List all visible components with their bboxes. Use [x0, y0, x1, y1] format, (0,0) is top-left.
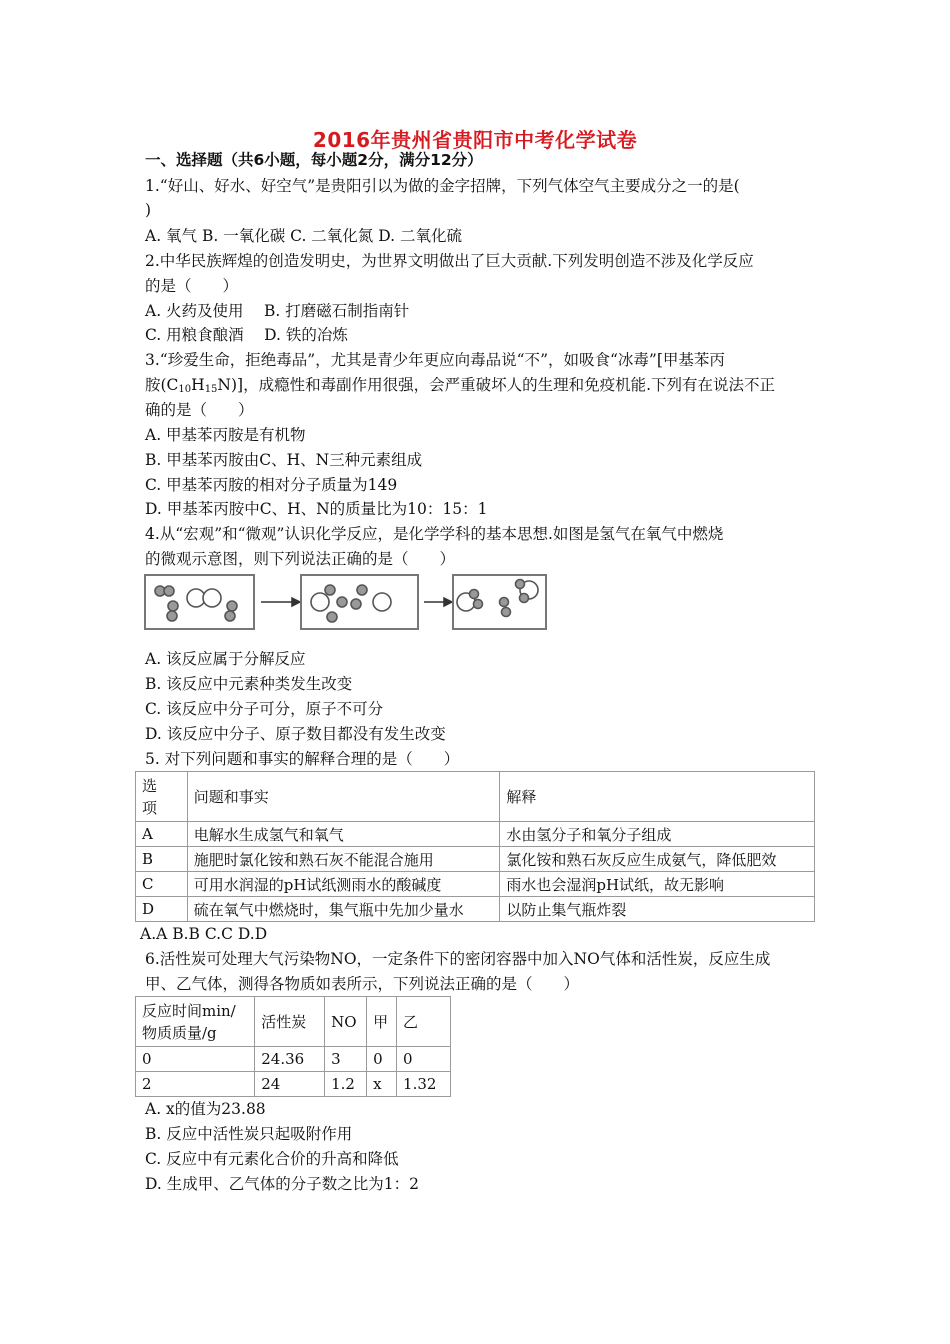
q5-stem: 5. 对下列问题和事实的解释合理的是（ ） — [145, 750, 460, 768]
cell-no: 1.2 — [325, 1072, 367, 1097]
header-explanation: 解释 — [500, 772, 815, 822]
cell-yi: 0 — [397, 1047, 451, 1072]
q3-stem-line2 — [145, 375, 775, 400]
cell-explanation: 水由氢分子和氧分子组成 — [500, 822, 815, 847]
q4-stem-line2: 的微观示意图，则下列说法正确的是（ ） — [145, 550, 456, 568]
q4-option-a: A. 该反应属于分解反应 — [145, 650, 306, 668]
header-jia: 甲 — [367, 997, 397, 1047]
cell-time: 0 — [136, 1047, 255, 1072]
cell-option: D — [136, 897, 188, 922]
cell-fact: 电解水生成氢气和氧气 — [187, 822, 500, 847]
q2-options-cd: C. 用粮食酿酒 D. 铁的冶炼 — [145, 326, 348, 344]
product-molecules — [457, 580, 538, 617]
cell-carbon: 24.36 — [255, 1047, 325, 1072]
table-row — [136, 847, 815, 872]
atoms — [311, 585, 391, 622]
q3-subscript-c: 10 — [178, 384, 192, 395]
cell-explanation: 以防止集气瓶炸裂 — [500, 897, 815, 922]
q4-option-d: D. 该反应中分子、原子数目都没有发生改变 — [145, 725, 446, 743]
q3-stem-line3: 确的是（ ） — [145, 401, 254, 419]
q6-stem-line1: 6.活性炭可处理大气污染物NO，一定条件下的密闭容器中加入NO气体和活性炭，反应生成 — [145, 950, 771, 968]
q5-options: A.A B.B C.C D.D — [140, 925, 268, 943]
q6-stem-line2: 甲、乙气体，测得各物质如表所示，下列说法正确的是（ ） — [145, 975, 580, 993]
cell-jia: x — [367, 1072, 397, 1097]
q3-stem-line2-rest: N)]，成瘾性和毒副作用很强，会严重破坏人的生理和免疫机能.下列有在说法不正 — [217, 376, 776, 394]
q6-option-a: A. x的值为23.88 — [145, 1100, 266, 1118]
table-row — [136, 897, 815, 922]
q2-options-ab: A. 火药及使用 B. 打磨磁石制指南针 — [145, 302, 410, 320]
table-row — [136, 822, 815, 847]
q6-option-c: C. 反应中有元素化合价的升高和降低 — [145, 1150, 399, 1168]
exam-title: 2016年贵州省贵阳市中考化学试卷 — [312, 128, 638, 152]
table-row — [136, 872, 815, 897]
q1-stem-line1: 1.“好山、好水、好空气”是贵阳引以为做的金字招牌，下列气体空气主要成分之一的是( — [145, 177, 740, 195]
q5-table — [135, 771, 815, 922]
q3-option-b: B. 甲基苯丙胺由C、H、N三种元素组成 — [145, 451, 423, 469]
q4-option-b: B. 该反应中元素种类发生改变 — [145, 675, 353, 693]
header-question: 问题和事实 — [187, 772, 500, 822]
reactant-molecules — [155, 586, 237, 621]
q3-option-c: C. 甲基苯丙胺的相对分子质量为149 — [145, 476, 398, 494]
table-row — [136, 1047, 451, 1072]
header-time-mass: 反应时间min/ 物质质量/g — [136, 997, 255, 1047]
q3-option-a: A. 甲基苯丙胺是有机物 — [145, 426, 306, 444]
cell-no: 3 — [325, 1047, 367, 1072]
cell-explanation: 雨水也会湿润pH试纸，故无影响 — [500, 872, 815, 897]
header-carbon: 活性炭 — [255, 997, 325, 1047]
cell-option: B — [136, 847, 188, 872]
q6-option-b: B. 反应中活性炭只起吸附作用 — [145, 1125, 353, 1143]
q3-stem-line1: 3.“珍爱生命，拒绝毒品”，尤其是青少年更应向毒品说“不”，如吸食“冰毒”[甲基苯丙 — [145, 351, 725, 369]
q1-stem-line2: ) — [145, 201, 152, 219]
q4-option-c: C. 该反应中分子可分，原子不可分 — [145, 700, 384, 718]
q4-stem-line1: 4.从“宏观”和“微观”认识化学反应，是化学学科的基本思想.如图是氢气在氧气中燃烧 — [145, 525, 724, 543]
cell-jia: 0 — [367, 1047, 397, 1072]
section-heading: 一、选择题（共6小题，每小题2分，满分12分） — [145, 151, 483, 169]
table-header-row — [136, 997, 451, 1047]
cell-fact: 硫在氧气中燃烧时，集气瓶中先加少量水 — [187, 897, 500, 922]
cell-time: 2 — [136, 1072, 255, 1097]
q3-formula-h: H — [191, 376, 205, 394]
cell-option: A — [136, 822, 188, 847]
q3-formula-pre: 胺(C — [145, 376, 179, 394]
arrow-icon — [424, 598, 452, 606]
q2-stem-line2: 的是（ ） — [145, 277, 239, 295]
q6-option-d: D. 生成甲、乙气体的分子数之比为1：2 — [145, 1175, 419, 1193]
q3-subscript-h: 15 — [204, 384, 218, 395]
table-row — [136, 1072, 451, 1097]
header-option: 选 项 — [136, 772, 188, 822]
cell-fact: 可用水润湿的pH试纸测雨水的酸碱度 — [187, 872, 500, 897]
q2-stem-line1: 2.中华民族辉煌的创造发明史，为世界文明做出了巨大贡献.下列发明创造不涉及化学反应 — [145, 252, 754, 270]
table-header-row — [136, 772, 815, 822]
arrow-icon — [261, 598, 300, 606]
cell-carbon: 24 — [255, 1072, 325, 1097]
q6-table — [135, 996, 451, 1097]
reaction-diagram — [144, 572, 548, 632]
cell-option: C — [136, 872, 188, 897]
cell-yi: 1.32 — [397, 1072, 451, 1097]
cell-fact: 施肥时氯化铵和熟石灰不能混合施用 — [187, 847, 500, 872]
q1-options: A. 氧气 B. 一氧化碳 C. 二氧化氮 D. 二氧化硫 — [145, 227, 462, 245]
header-no: NO — [325, 997, 367, 1047]
q3-option-d: D. 甲基苯丙胺中C、H、N的质量比为10：15：1 — [145, 500, 488, 518]
header-yi: 乙 — [397, 997, 451, 1047]
cell-explanation: 氯化铵和熟石灰反应生成氨气，降低肥效 — [500, 847, 815, 872]
